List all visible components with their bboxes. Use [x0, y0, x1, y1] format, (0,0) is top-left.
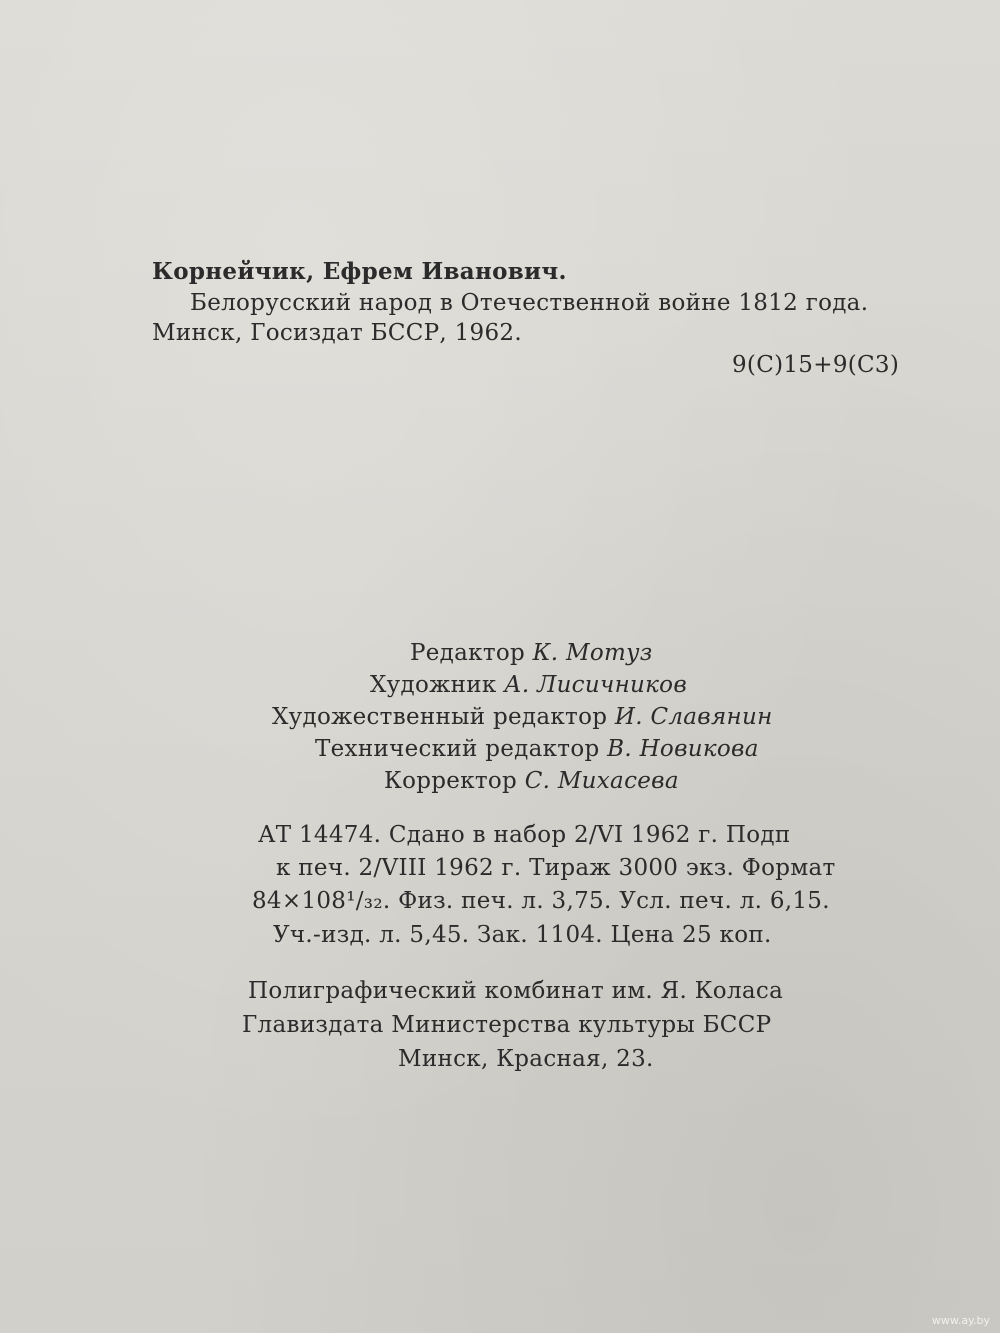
credit-person: И. Славянин: [614, 704, 773, 730]
printer-line: Главиздата Министерства культуры БССР: [242, 1012, 772, 1038]
print-details-line: АТ 14474. Сдано в набор 2/VI 1962 г. Подп: [258, 822, 791, 848]
credit-person: С. Михасева: [524, 768, 679, 794]
credit-editor: [410, 640, 653, 666]
print-details-line: к печ. 2/VIII 1962 г. Тираж 3000 экз. Формат: [276, 855, 836, 881]
credit-proofreader: [384, 768, 679, 794]
publication-imprint: Минск, Госиздат БССР, 1962.: [152, 320, 522, 346]
credit-art-editor: [272, 704, 773, 730]
book-title: Белорусский народ в Отечественной войне 1812 года.: [190, 290, 869, 316]
author-name: Корнейчик, Ефрем Иванович.: [152, 258, 567, 285]
credit-person: А. Лисичников: [504, 672, 688, 698]
credit-role: Редактор: [410, 640, 526, 666]
site-watermark: www.ay.by: [931, 1314, 990, 1327]
credit-artist: [370, 672, 687, 698]
credit-role: Технический редактор: [315, 736, 600, 762]
credit-person: В. Новикова: [607, 736, 759, 762]
printer-line: Полиграфический комбинат им. Я. Коласа: [248, 978, 784, 1004]
print-details-line: 84×108¹/₃₂. Физ. печ. л. 3,75. Усл. печ. л. 6,15.: [252, 888, 830, 914]
credit-person: К. Мотуз: [532, 640, 653, 666]
print-details-line: Уч.-изд. л. 5,45. Зак. 1104. Цена 25 коп.: [273, 922, 772, 948]
credit-technical-editor: [315, 736, 759, 762]
credit-role: Художественный редактор: [272, 704, 608, 730]
printer-line: Минск, Красная, 23.: [398, 1046, 654, 1072]
credit-role: Корректор: [384, 768, 518, 794]
classification-code: 9(С)15+9(С3): [732, 352, 900, 378]
credit-role: Художник: [370, 672, 497, 698]
